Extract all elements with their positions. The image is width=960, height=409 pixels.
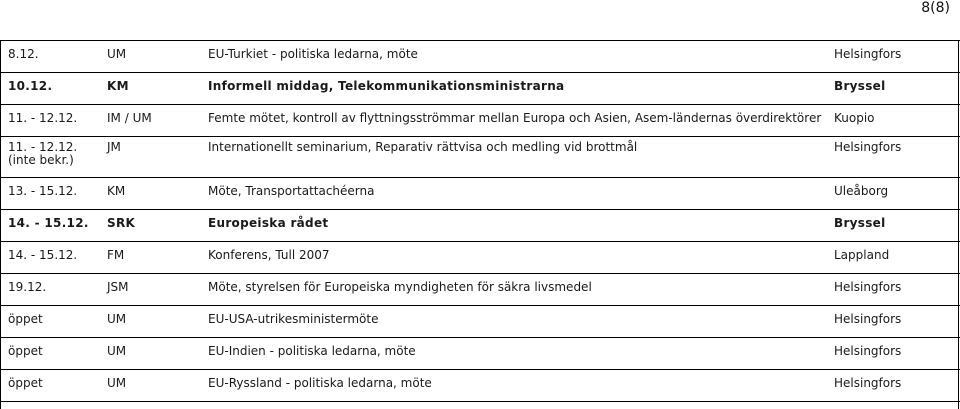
place-cell: Helsingfors xyxy=(834,312,902,326)
event-cell: EU-Indien - politiska ledarna, möte xyxy=(208,344,416,358)
table-row xyxy=(0,242,960,274)
date-cell: 14. - 15.12. xyxy=(8,248,78,262)
organizer-cell: SRK xyxy=(107,216,136,230)
event-cell: EU-USA-utrikesministermöte xyxy=(208,312,379,326)
table-row xyxy=(0,306,960,338)
organizer-cell: IM / UM xyxy=(107,111,152,125)
date-cell: 19.12. xyxy=(8,280,47,294)
date-note: (inte bekr.) xyxy=(8,153,74,167)
place-cell: Uleåborg xyxy=(834,184,889,198)
table-row xyxy=(0,73,960,105)
table-row xyxy=(0,274,960,306)
organizer-cell: FM xyxy=(107,248,125,262)
date-cell: 11. - 12.12. xyxy=(8,111,78,125)
table-row xyxy=(0,210,960,242)
organizer-cell: UM xyxy=(107,344,127,358)
date-cell: 10.12. xyxy=(8,79,53,93)
table-row xyxy=(0,137,960,178)
date-cell: 14. - 15.12. xyxy=(8,216,89,230)
table-row xyxy=(0,105,960,137)
organizer-cell: UM xyxy=(107,376,127,390)
table-row xyxy=(0,178,960,210)
organizer-cell: JM xyxy=(107,140,121,154)
date-cell: 13. - 15.12. xyxy=(8,184,78,198)
organizer-cell: UM xyxy=(107,47,127,61)
place-cell: Helsingfors xyxy=(834,344,902,358)
event-cell: Internationellt seminarium, Reparativ rättvisa och medling vid brottmål xyxy=(208,140,638,154)
place-cell: Lappland xyxy=(834,248,890,262)
table-row xyxy=(0,338,960,370)
date-text: 11. - 12.12. xyxy=(8,140,78,154)
date-cell xyxy=(8,141,77,167)
date-cell: öppet xyxy=(8,344,43,358)
page-number: 8(8) xyxy=(921,0,950,16)
date-cell: öppet xyxy=(8,312,43,326)
organizer-cell: UM xyxy=(107,312,127,326)
place-cell: Helsingfors xyxy=(834,140,902,154)
place-cell: Helsingfors xyxy=(834,47,902,61)
place-cell: Bryssel xyxy=(834,79,886,93)
table-row xyxy=(0,40,960,73)
event-cell: Möte, Transportattachéerna xyxy=(208,184,375,198)
place-cell: Kuopio xyxy=(834,111,875,125)
event-cell: EU-Turkiet - politiska ledarna, möte xyxy=(208,47,418,61)
place-cell: Helsingfors xyxy=(834,280,902,294)
event-cell: EU-Ryssland - politiska ledarna, möte xyxy=(208,376,432,390)
date-cell: 8.12. xyxy=(8,47,39,61)
event-cell: Europeiska rådet xyxy=(208,216,329,230)
organizer-cell: KM xyxy=(107,79,129,93)
table-border-right xyxy=(958,40,959,409)
date-cell: öppet xyxy=(8,376,43,390)
place-cell: Helsingfors xyxy=(834,376,902,390)
table-row xyxy=(0,370,960,402)
event-cell: Informell middag, Telekommunikationsministrarna xyxy=(208,79,565,93)
table-border-left xyxy=(0,40,1,409)
organizer-cell: JSM xyxy=(107,280,129,294)
event-cell: Konferens, Tull 2007 xyxy=(208,248,330,262)
calendar-table xyxy=(0,40,960,402)
event-cell: Möte, styrelsen för Europeiska myndigheten för säkra livsmedel xyxy=(208,280,592,294)
place-cell: Bryssel xyxy=(834,216,886,230)
event-cell: Femte mötet, kontroll av flyttningsströmmar mellan Europa och Asien, Asem-ländernas överdirektörer xyxy=(208,111,822,125)
organizer-cell: KM xyxy=(107,184,126,198)
